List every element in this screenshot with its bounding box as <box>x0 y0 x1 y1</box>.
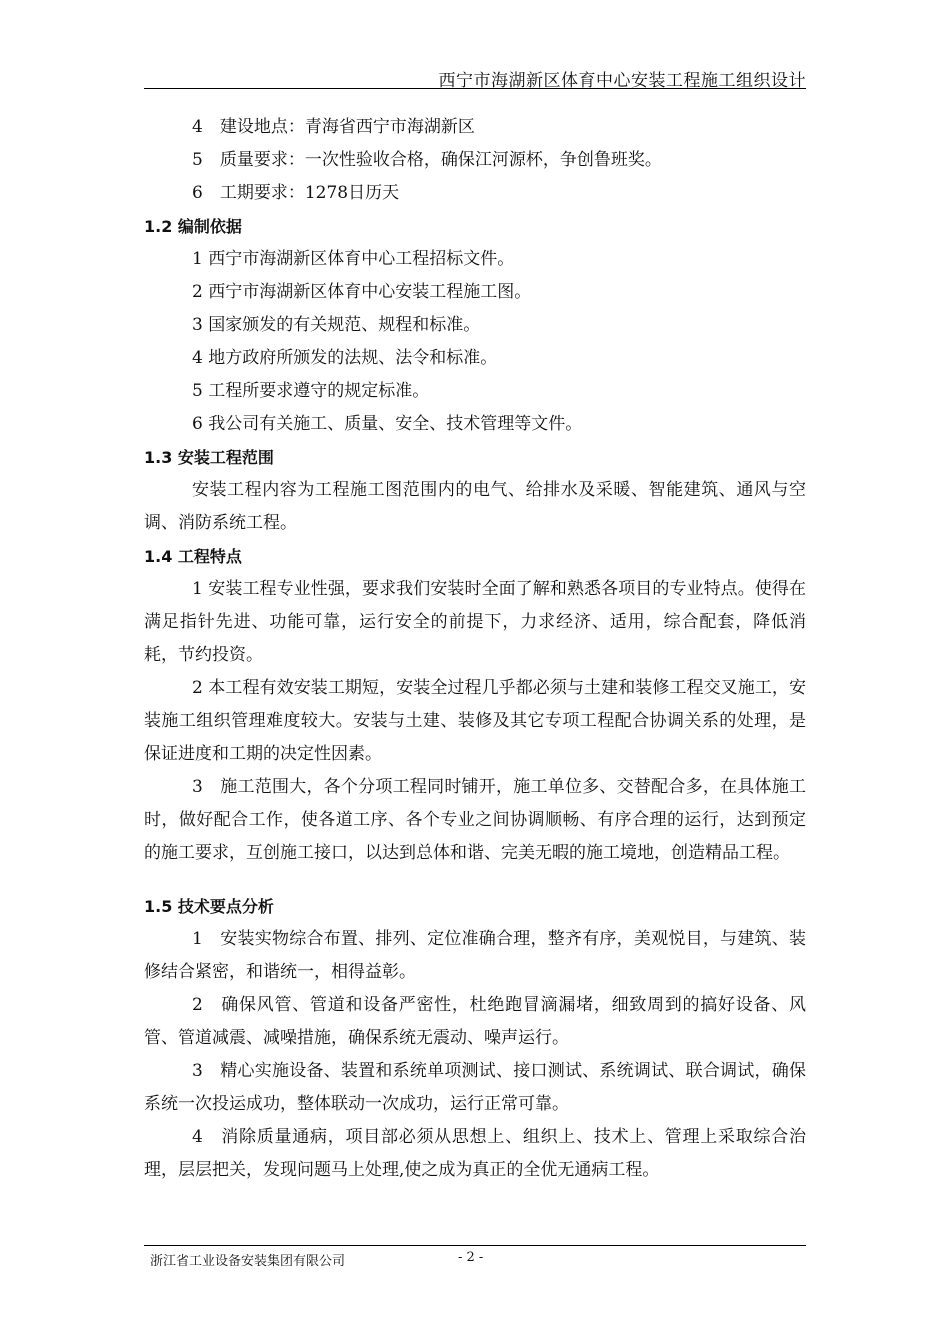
page-header-title: 西宁市海湖新区体育中心安装工程施工组织设计 <box>438 71 806 91</box>
footer-company-name: 浙江省工业设备安装集团有限公司 <box>150 1254 346 1269</box>
scope-paragraph: 安装工程内容为工程施工图范围内的电气、给排水及采暖、智能建筑、通风与空调、消防系统工程。 <box>144 480 806 533</box>
technical-point-paragraph: 4 消除质量通病，项目部必须从思想上、组织上、技术上、管理上采取综合治理，层层把关，发现问题马上处理,使之成为真正的全优无通病工程。 <box>144 1127 806 1180</box>
section-heading-1-4: 1.4 工程特点 <box>144 547 242 566</box>
technical-point-paragraph: 3 精心实施设备、装置和系统单项测试、接口测试、系统调试、联合调试，确保系统一次投运成功，整体联动一次成功，运行正常可靠。 <box>144 1061 806 1114</box>
section-heading-1-2: 1.2 编制依据 <box>144 217 242 236</box>
overview-item-location: 4 建设地点：青海省西宁市海湖新区 <box>192 117 475 137</box>
section-heading-1-3: 1.3 安装工程范围 <box>144 448 274 467</box>
feature-paragraph: 1 安装工程专业性强，要求我们安装时全面了解和熟悉各项目的专业特点。使得在满足指针先进、功能可靠，运行安全的前提下，力求经济、适用，综合配套，降低消耗，节约投资。 <box>144 579 806 665</box>
feature-paragraph: 2 本工程有效安装工期短，安装全过程几乎都必须与土建和装修工程交叉施工，安装施工组织管理难度较大。安装与土建、装修及其它专项工程配合协调关系的处理，是保证进度和工期的决定性因素。 <box>144 678 806 764</box>
basis-item: 6 我公司有关施工、质量、安全、技术管理等文件。 <box>192 414 583 434</box>
basis-item: 3 国家颁发的有关规范、规程和标准。 <box>192 315 481 335</box>
basis-item: 5 工程所要求遵守的规定标准。 <box>192 381 430 401</box>
header-divider <box>144 88 806 89</box>
basis-item: 4 地方政府所颁发的法规、法令和标准。 <box>192 348 498 368</box>
section-spacer <box>144 870 806 890</box>
overview-item-quality: 5 质量要求：一次性验收合格，确保江河源杯，争创鲁班奖。 <box>192 150 662 170</box>
basis-item: 2 西宁市海湖新区体育中心安装工程施工图。 <box>192 282 532 302</box>
feature-paragraph: 3 施工范围大，各个分项工程同时铺开，施工单位多、交替配合多，在具体施工时，做好配合工作，使各道工序、各个专业之间协调顺畅、有序合理的运行，达到预定的施工要求，互创施工接口，以达到总体和谐、完美无暇的施工境地，创造精品工程。 <box>144 777 806 863</box>
page-number: - 2 - <box>458 1250 484 1265</box>
footer-divider <box>144 1245 806 1246</box>
technical-point-paragraph: 1 安装实物综合布置、排列、定位准确合理，整齐有序，美观悦目，与建筑、装修结合紧密，和谐统一，相得益彰。 <box>144 929 806 982</box>
technical-point-paragraph: 2 确保风管、管道和设备严密性，杜绝跑冒滴漏堵，细致周到的搞好设备、风管、管道减震、减噪措施，确保系统无震动、噪声运行。 <box>144 995 806 1048</box>
document-body <box>144 111 806 1187</box>
basis-item: 1 西宁市海湖新区体育中心工程招标文件。 <box>192 249 515 269</box>
overview-item-schedule: 6 工期要求：1278日历天 <box>192 183 400 203</box>
section-heading-1-5: 1.5 技术要点分析 <box>144 897 274 916</box>
